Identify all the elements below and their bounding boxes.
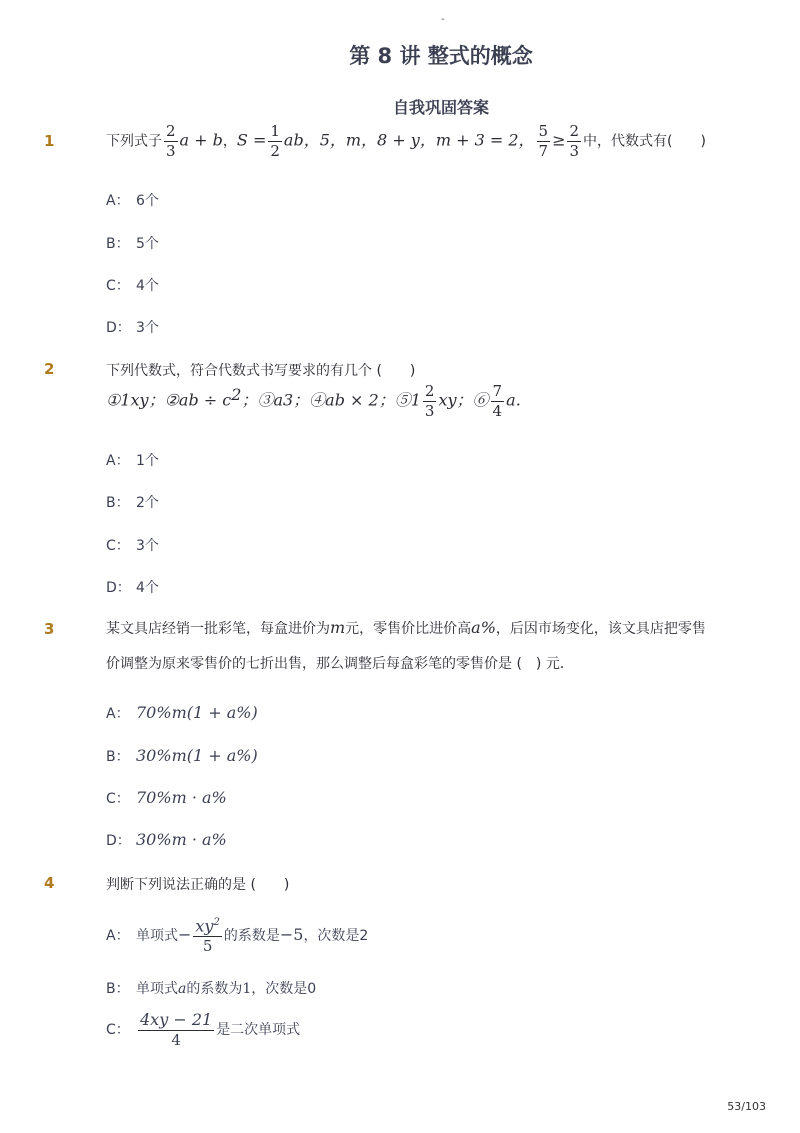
question-3-line-1: 某文具店经销一批彩笔，每盒进价为m元，零售价比进价高a%，后因市场变化，该文具店把零售 bbox=[106, 618, 706, 637]
q2-option-b[interactable]: B： 2个 bbox=[106, 495, 159, 511]
q1-geq: ≥ bbox=[552, 130, 566, 150]
q1-option-a[interactable]: A： 6个 bbox=[106, 193, 159, 209]
question-2-items: ①1xy；②ab ÷ $c^2$；③a3；④ab × 2；⑤1 $\frac{2}{3}$ xy；⑥ $\frac{7}{4}$ a． bbox=[106, 382, 532, 420]
q4-option-a[interactable]: A： 单项式− $\frac{xy^2}{5}$ 的系数是−5，次数是2 bbox=[106, 916, 369, 956]
q1-option-d[interactable]: D： 3个 bbox=[106, 320, 159, 336]
top-mark: - bbox=[441, 14, 445, 25]
q4-option-b[interactable]: B： 单项式a的系数为1，次数是0 bbox=[106, 981, 317, 997]
section-subtitle: 自我巩固答案 bbox=[392, 98, 489, 117]
q3-option-b[interactable]: B： 30%m(1 + a%) bbox=[106, 746, 258, 765]
q2-frac-7-4: $\frac{7}{4}$ bbox=[492, 382, 503, 420]
q4-option-c[interactable]: C： $\frac{4xy - 21}{4}$ 是二次单项式 bbox=[106, 1010, 301, 1049]
q1-expr-1: a + b bbox=[179, 130, 223, 150]
q3-option-d[interactable]: D： 30%m · a% bbox=[106, 830, 227, 849]
q1-frac-2-3b: $\frac{2}{3}$ bbox=[569, 122, 580, 160]
q1-suffix: 中，代数式有( ) bbox=[583, 133, 706, 150]
q1-option-c[interactable]: C： 4个 bbox=[106, 278, 159, 294]
question-2-text: 下列代数式，符合代数式书写要求的有几个 ( ) bbox=[106, 363, 416, 379]
question-number-4: 4 bbox=[44, 874, 55, 892]
q2-option-c[interactable]: C： 3个 bbox=[106, 538, 159, 554]
question-4-text: 判断下列说法正确的是 ( ) bbox=[106, 877, 290, 893]
q1-prefix: 下列式子 bbox=[106, 133, 162, 150]
page-number: 53/103 bbox=[727, 1100, 766, 1113]
question-3-line-2: 价调整为原来零售价的七折出售，那么调整后每盒彩笔的零售价是 ( ) 元． bbox=[106, 656, 574, 672]
question-1-text: 下列式子 $\frac{2}{3}$ a + b，S = $\frac{1}{2}$ ab，5，m，8 + y，m + 3 = 2， $\frac{5}{7}$ ≥ $\frac{2}{3}$ 中，代数式有( ) bbox=[106, 122, 706, 160]
question-number-1: 1 bbox=[44, 132, 55, 150]
q1-frac-5-7: $\frac{5}{7}$ bbox=[538, 122, 549, 160]
q3-option-a[interactable]: A： 70%m(1 + a%) bbox=[106, 703, 258, 722]
q2-frac-2-3: $\frac{2}{3}$ bbox=[424, 382, 435, 420]
q2-option-a[interactable]: A： 1个 bbox=[106, 453, 159, 469]
q1-expr-2: ab bbox=[283, 130, 304, 150]
q2-option-d[interactable]: D： 4个 bbox=[106, 580, 159, 596]
page-title: 第 8 讲 整式的概念 bbox=[349, 44, 533, 68]
q1-frac-1-2: $\frac{1}{2}$ bbox=[270, 122, 280, 160]
q1-frac-2-3: $\frac{2}{3}$ bbox=[166, 122, 176, 160]
q1-option-b[interactable]: B： 5个 bbox=[106, 236, 159, 252]
q1-s-label: S = bbox=[236, 130, 267, 150]
q4c-fraction: $\frac{4xy - 21}{4}$ bbox=[140, 1010, 213, 1049]
q4a-fraction: $\frac{xy^2}{5}$ bbox=[195, 916, 220, 956]
question-number-3: 3 bbox=[44, 620, 55, 638]
question-number-2: 2 bbox=[44, 360, 55, 378]
q3-option-c[interactable]: C： 70%m · a% bbox=[106, 788, 227, 807]
q1-list-rest: ，5，m，8 + y，m + 3 = 2， bbox=[303, 130, 535, 150]
